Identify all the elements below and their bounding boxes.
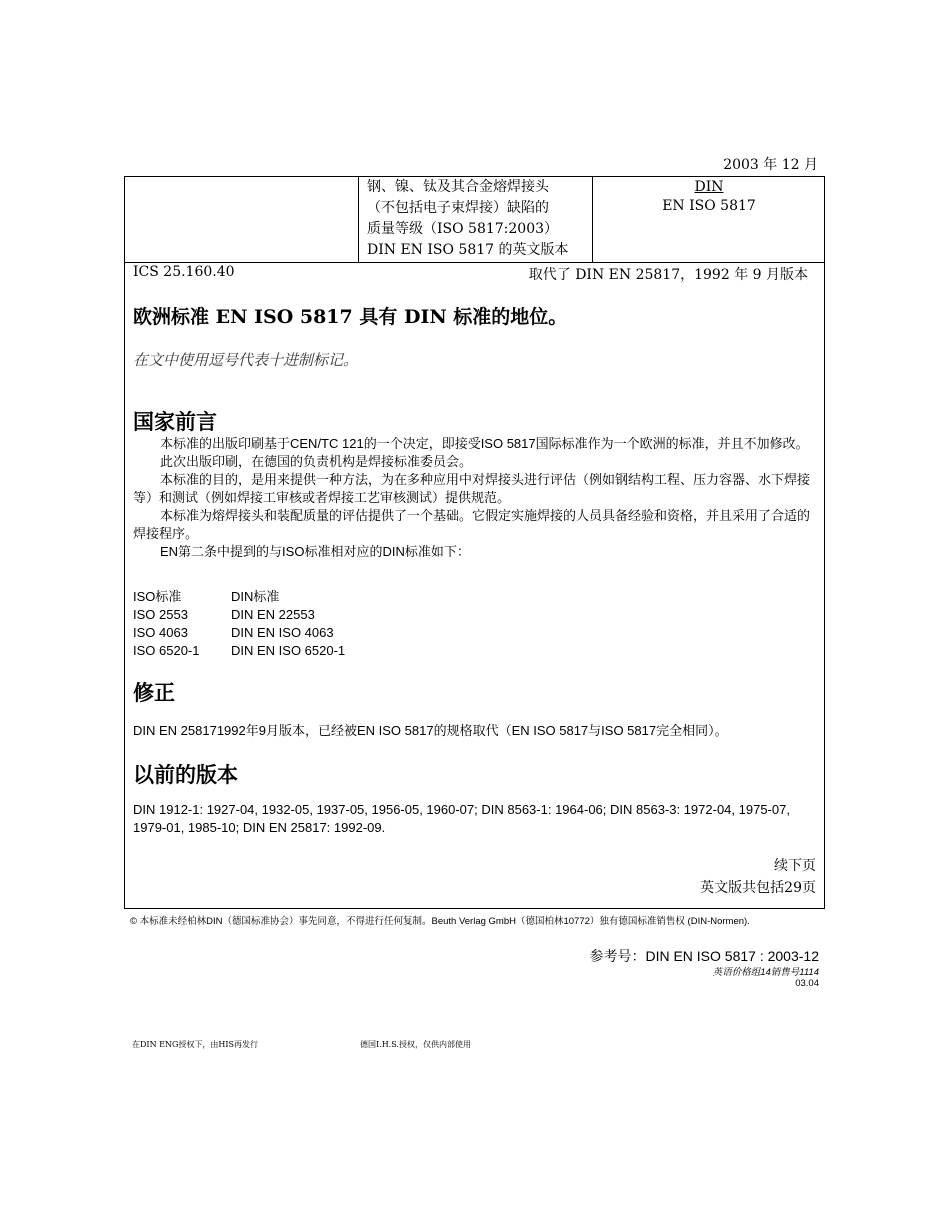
document-frame — [124, 176, 825, 909]
foreword-body — [133, 435, 819, 561]
paragraph: 此次出版印刷，在德国的负责机构是焊接标准委员会。 — [160, 454, 473, 469]
table-header-row — [133, 588, 345, 606]
paragraph: 本标准的目的，是用来提供一种方法，为在多种应用中对焊接头进行评估（例如钢结构工程、压力容器、水下焊接等）和测试（例如焊接工审核或者焊接工艺审核测试）提供规范。 — [133, 472, 811, 505]
table-row — [133, 606, 345, 624]
paragraph: EN第二条中提到的与ISO标准相对应的DIN标准如下： — [160, 544, 470, 559]
table-cell: ISO 4063 — [133, 625, 188, 640]
title-line: 钢、镍、钛及其合金熔焊接头 — [367, 179, 549, 195]
din-label: DIN — [694, 179, 724, 195]
standards-table — [133, 588, 345, 660]
decimal-note: 在文中使用逗号代表十进制标记。 — [133, 351, 359, 369]
status-statement: 欧洲标准 EN ISO 5817 具有 DIN 标准的地位。 — [133, 306, 568, 328]
standard-id-block — [593, 177, 825, 216]
table-cell: DIN EN 22553 — [231, 607, 315, 622]
ics-code: ICS 25.160.40 — [133, 264, 235, 280]
footer-usage: 德国I.H.S.授权，仅供内部使用 — [360, 1040, 471, 1049]
amendments-heading: 修正 — [133, 680, 175, 705]
paragraph: 本标准为熔焊接头和装配质量的评估提供了一个基础。它假定实施焊接的人员具备经验和资格，并且采用了合适的焊接程序。 — [133, 508, 811, 541]
reference-number: 参考号：DIN EN ISO 5817 : 2003-12 — [589, 948, 819, 964]
standard-title — [358, 177, 593, 262]
issue-date: 2003 年 12 月 — [723, 157, 818, 173]
copyright-notice: © 本标准未经柏林DIN（德国标准协会）事先同意，不得进行任何复制。Beuth Verlag GmbH（德国柏林10772）独有德国标准销售权 (DIN-Normen). — [130, 916, 750, 927]
page-count: 英文版共包括29页 — [700, 880, 816, 896]
price-group: 英语价格组14销售号1114 — [712, 967, 819, 978]
header-row — [125, 177, 824, 263]
table-cell: ISO 2553 — [133, 607, 188, 622]
print-date: 03.04 — [795, 978, 819, 989]
table-header-cell: DIN标准 — [231, 589, 280, 604]
continued-note: 续下页 — [774, 858, 816, 874]
title-line: DIN EN ISO 5817 的英文版本 — [367, 242, 569, 258]
foreword-heading: 国家前言 — [133, 409, 217, 434]
table-header-cell: ISO标准 — [133, 589, 182, 604]
previous-editions-heading: 以前的版本 — [133, 762, 238, 787]
table-cell: DIN EN ISO 4063 — [231, 625, 334, 640]
paragraph: 本标准的出版印刷基于CEN/TC 121的一个决定，即接受ISO 5817国际标准作为一个欧洲的标准，并且不加修改。 — [160, 436, 809, 451]
standard-number: EN ISO 5817 — [662, 198, 756, 214]
table-cell: ISO 6520-1 — [133, 643, 200, 658]
previous-editions-text: DIN 1912-1: 1927-04, 1932-05, 1937-05, 1956-05, 1960-07; DIN 8563-1: 1964-06; DIN 8563-3: 1972-04, 1975-07, 1979-01, 1985-10; DIN EN 25817: 1992-09. — [133, 802, 790, 835]
footer-license: 在DIN ENG授权下，由HIS再发行 — [132, 1040, 258, 1049]
title-line: 质量等级（ISO 5817:2003） — [367, 221, 559, 237]
table-row — [133, 642, 345, 660]
title-line: （不包括电子束焊接）缺陷的 — [367, 200, 549, 216]
table-row — [133, 624, 345, 642]
table-cell: DIN EN ISO 6520-1 — [231, 643, 346, 658]
amendments-text: DIN EN 258171992年9月版本，已经被EN ISO 5817的规格取代（EN ISO 5817与ISO 5817完全相同）。 — [133, 723, 728, 738]
replaces-note: 取代了 DIN EN 25817，1992 年 9 月版本 — [528, 267, 808, 283]
continuation-block — [700, 855, 816, 899]
